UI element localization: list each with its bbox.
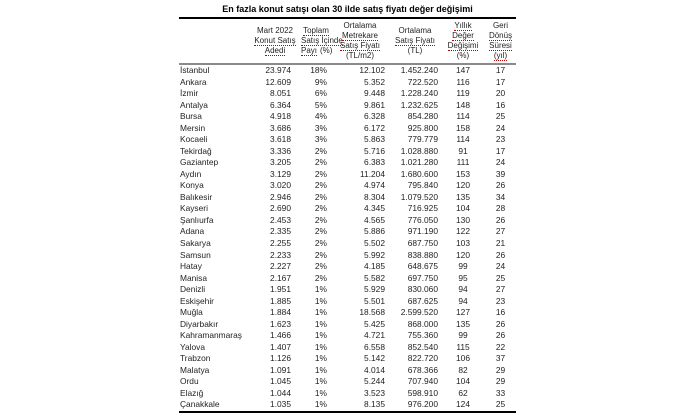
payback-cell: 17 — [495, 145, 506, 156]
table-row — [179, 399, 516, 412]
payback-cell: 26 — [495, 180, 506, 191]
table-row — [179, 215, 516, 227]
table-row — [179, 169, 516, 181]
annual-change-cell: 127 — [456, 307, 470, 318]
header-text: Payı — [301, 46, 318, 55]
sales-count-cell: 1.407 — [270, 341, 291, 352]
price-per-m2-cell: 5.142 — [364, 353, 385, 364]
payback-cell: 34 — [495, 191, 506, 202]
avg-price-cell: 687.625 — [407, 295, 438, 306]
annual-change-cell: 95 — [458, 272, 468, 283]
avg-price-cell: 1.680.600 — [400, 168, 438, 179]
city-cell: Kahramanmaraş — [180, 330, 242, 341]
share-cell: 2% — [314, 226, 327, 237]
header-text: Değer — [452, 31, 474, 40]
sales-count-cell: 6.364 — [270, 99, 291, 110]
price-per-m2-cell: 5.244 — [364, 376, 385, 387]
city-cell: Gaziantep — [180, 157, 219, 168]
share-cell: 2% — [314, 157, 327, 168]
header-text: Satış İçinde — [301, 36, 343, 45]
city-cell: Eskişehir — [180, 295, 214, 306]
table-row — [179, 261, 516, 273]
payback-cell: 17 — [495, 76, 506, 87]
header-text: Geri — [492, 21, 509, 30]
share-cell: 2% — [314, 237, 327, 248]
share-cell: 1% — [314, 295, 327, 306]
price-per-m2-cell: 4.185 — [364, 261, 385, 272]
header-text: Süresi — [489, 41, 512, 50]
table-row — [179, 192, 516, 204]
payback-cell: 25 — [495, 111, 506, 122]
column-header-geri-donus-suresi — [485, 18, 516, 64]
sales-count-cell: 1.044 — [270, 387, 291, 398]
sales-count-cell: 2.946 — [270, 191, 291, 202]
price-per-m2-cell: 5.582 — [364, 272, 385, 283]
payback-cell: 20 — [495, 88, 506, 99]
table-row — [179, 353, 516, 365]
annual-change-cell: 111 — [456, 157, 470, 168]
table-row — [179, 330, 516, 342]
annual-change-cell: 119 — [456, 88, 470, 99]
header-text: (TL) — [407, 46, 423, 55]
header-text: Toplam — [303, 26, 329, 35]
annual-change-cell: 122 — [456, 226, 470, 237]
city-cell: Mersin — [180, 122, 206, 133]
table-body — [179, 64, 516, 412]
avg-price-cell: 1.021.280 — [400, 157, 438, 168]
share-cell: 1% — [314, 353, 327, 364]
header-text: Konut Satış — [254, 36, 296, 45]
payback-cell: 39 — [495, 168, 506, 179]
price-per-m2-cell: 12.102 — [359, 65, 385, 75]
table-row — [179, 111, 516, 123]
annual-change-cell: 91 — [458, 145, 468, 156]
table-row — [179, 77, 516, 89]
annual-change-cell: 94 — [458, 295, 468, 306]
payback-cell: 23 — [495, 134, 506, 145]
city-cell: İstanbul — [180, 65, 210, 75]
header-text: (%) — [320, 46, 333, 55]
price-per-m2-cell: 4.721 — [364, 330, 385, 341]
annual-change-cell: 114 — [456, 111, 470, 122]
column-header-il — [179, 18, 249, 64]
header-row — [179, 18, 516, 64]
annual-change-cell: 124 — [456, 399, 470, 410]
table-row — [179, 88, 516, 100]
annual-change-cell: 115 — [456, 341, 470, 352]
city-cell: Ordu — [180, 376, 199, 387]
share-cell: 2% — [314, 145, 327, 156]
avg-price-cell: 687.750 — [407, 237, 438, 248]
sales-count-cell: 3.686 — [270, 122, 291, 133]
share-cell: 2% — [314, 214, 327, 225]
avg-price-cell: 971.190 — [407, 226, 438, 237]
avg-price-cell: 1.452.240 — [400, 65, 438, 75]
table-row — [179, 250, 516, 262]
city-cell: Muğla — [180, 307, 203, 318]
avg-price-cell: 716.925 — [407, 203, 438, 214]
header-text: Satış Fiyatı — [339, 41, 380, 50]
table-title: En fazla konut satışı olan 30 ilde satış fiyatı değer değişimi — [222, 4, 473, 14]
sales-count-cell: 1.091 — [270, 364, 291, 375]
sales-count-cell: 1.466 — [270, 330, 291, 341]
sales-count-cell: 1.623 — [270, 318, 291, 329]
price-per-m2-cell: 6.383 — [364, 157, 385, 168]
payback-cell: 17 — [495, 65, 506, 75]
avg-price-cell: 776.050 — [407, 214, 438, 225]
price-per-m2-cell: 4.565 — [364, 214, 385, 225]
price-per-m2-cell: 5.992 — [364, 249, 385, 260]
price-per-m2-cell: 5.886 — [364, 226, 385, 237]
share-cell: 2% — [314, 191, 327, 202]
annual-change-cell: 148 — [456, 99, 470, 110]
price-per-m2-cell: 5.716 — [364, 145, 385, 156]
annual-change-cell: 116 — [456, 76, 470, 87]
price-per-m2-cell: 5.863 — [364, 134, 385, 145]
city-cell: Sakarya — [180, 237, 211, 248]
share-cell: 1% — [314, 318, 327, 329]
sales-count-cell: 8.051 — [270, 88, 291, 99]
data-table — [179, 17, 516, 413]
city-cell: Manisa — [180, 272, 207, 283]
sales-count-cell: 1.951 — [270, 284, 291, 295]
sales-count-cell: 4.918 — [270, 111, 291, 122]
sales-count-cell: 1.885 — [270, 295, 291, 306]
payback-cell: 23 — [495, 295, 506, 306]
avg-price-cell: 779.779 — [407, 134, 438, 145]
sales-count-cell: 2.690 — [270, 203, 291, 214]
payback-cell: 28 — [495, 203, 506, 214]
city-cell: Şanlıurfa — [180, 214, 214, 225]
header-text: (TL/m2) — [346, 51, 374, 60]
share-cell: 6% — [314, 88, 327, 99]
sales-count-cell: 1.884 — [270, 307, 291, 318]
table-row — [179, 100, 516, 112]
column-header-ortalama-satis-fiyati — [389, 18, 441, 64]
avg-price-cell: 2.599.520 — [400, 307, 438, 318]
header-text: Satış Fiyatı — [394, 36, 435, 45]
avg-price-cell: 707.940 — [407, 376, 438, 387]
avg-price-cell: 1.028.880 — [400, 145, 438, 156]
avg-price-cell: 1.232.625 — [400, 99, 438, 110]
city-cell: Antalya — [180, 99, 208, 110]
sales-count-cell: 1.035 — [270, 399, 291, 410]
city-cell: Elazığ — [180, 387, 204, 398]
annual-change-cell: 135 — [456, 318, 470, 329]
sales-count-cell: 3.205 — [270, 157, 291, 168]
annual-change-cell: 82 — [458, 364, 468, 375]
payback-cell: 25 — [495, 272, 506, 283]
sales-count-cell: 12.609 — [265, 76, 291, 87]
price-per-m2-cell: 5.502 — [364, 237, 385, 248]
share-cell: 2% — [314, 261, 327, 272]
avg-price-cell: 795.840 — [407, 180, 438, 191]
avg-price-cell: 697.750 — [407, 272, 438, 283]
annual-change-cell: 62 — [458, 387, 468, 398]
table-row — [179, 273, 516, 285]
annual-change-cell: 94 — [458, 284, 468, 295]
sales-count-cell: 3.618 — [270, 134, 291, 145]
sales-count-cell: 2.227 — [270, 261, 291, 272]
share-cell: 1% — [314, 307, 327, 318]
table-row — [179, 180, 516, 192]
share-cell: 2% — [314, 249, 327, 260]
table-row — [179, 376, 516, 388]
price-per-m2-cell: 9.448 — [364, 88, 385, 99]
share-cell: 1% — [314, 341, 327, 352]
price-per-m2-cell: 6.328 — [364, 111, 385, 122]
city-cell: Çanakkale — [180, 399, 220, 410]
annual-change-cell: 103 — [456, 237, 470, 248]
sales-count-cell: 2.167 — [270, 272, 291, 283]
avg-price-cell: 852.540 — [407, 341, 438, 352]
table-row — [179, 307, 516, 319]
table-row — [179, 123, 516, 135]
share-cell: 5% — [314, 99, 327, 110]
payback-cell: 27 — [495, 284, 506, 295]
city-cell: Hatay — [180, 261, 202, 272]
avg-price-cell: 1.228.240 — [400, 88, 438, 99]
housing-sales-table — [179, 3, 516, 413]
avg-price-cell: 925.800 — [407, 122, 438, 133]
sales-count-cell: 2.255 — [270, 237, 291, 248]
avg-price-cell: 854.280 — [407, 111, 438, 122]
avg-price-cell: 678.366 — [407, 364, 438, 375]
payback-cell: 22 — [495, 341, 506, 352]
share-cell: 2% — [314, 168, 327, 179]
city-cell: Samsun — [180, 249, 211, 260]
annual-change-cell: 153 — [456, 168, 470, 179]
city-cell: Diyarbakır — [180, 318, 219, 329]
share-cell: 1% — [314, 330, 327, 341]
price-per-m2-cell: 5.929 — [364, 284, 385, 295]
annual-change-cell: 104 — [456, 203, 470, 214]
annual-change-cell: 120 — [456, 249, 470, 260]
avg-price-cell: 722.520 — [407, 76, 438, 87]
share-cell: 1% — [314, 284, 327, 295]
annual-change-cell: 99 — [458, 261, 468, 272]
header-text: Yıllık — [454, 21, 472, 30]
table-row — [179, 226, 516, 238]
share-cell: 1% — [314, 399, 327, 410]
table-row — [179, 284, 516, 296]
share-cell: 4% — [314, 111, 327, 122]
share-cell: 2% — [314, 203, 327, 214]
table-row — [179, 146, 516, 158]
header-text: Ortalama — [343, 21, 377, 30]
share-cell: 2% — [314, 180, 327, 191]
annual-change-cell: 135 — [456, 191, 470, 202]
annual-change-cell: 99 — [458, 330, 468, 341]
city-cell: Kayseri — [180, 203, 208, 214]
payback-cell: 29 — [495, 364, 506, 375]
city-cell: Aydın — [180, 168, 202, 179]
price-per-m2-cell: 4.974 — [364, 180, 385, 191]
header-text: Ortalama — [398, 26, 432, 35]
city-cell: Yalova — [180, 341, 205, 352]
city-cell: Tekirdağ — [180, 145, 212, 156]
avg-price-cell: 838.880 — [407, 249, 438, 260]
table-row — [179, 64, 516, 77]
payback-cell: 21 — [495, 237, 506, 248]
payback-cell: 33 — [495, 387, 506, 398]
annual-change-cell: 130 — [456, 214, 470, 225]
annual-change-cell: 147 — [456, 65, 470, 75]
sales-count-cell: 2.233 — [270, 249, 291, 260]
city-cell: İzmir — [180, 88, 199, 99]
price-per-m2-cell: 6.558 — [364, 341, 385, 352]
table-row — [179, 388, 516, 400]
column-header-konut-satis-adedi — [249, 18, 301, 64]
share-cell: 18% — [310, 65, 327, 75]
avg-price-cell: 755.360 — [407, 330, 438, 341]
avg-price-cell: 976.200 — [407, 399, 438, 410]
annual-change-cell: 114 — [456, 134, 470, 145]
city-cell: Kocaeli — [180, 134, 208, 145]
share-cell: 3% — [314, 134, 327, 145]
header-text: (%) — [456, 51, 470, 60]
payback-cell: 25 — [495, 399, 506, 410]
payback-cell: 24 — [495, 261, 506, 272]
sales-count-cell: 23.974 — [265, 65, 291, 75]
sales-count-cell: 3.336 — [270, 145, 291, 156]
share-cell: 2% — [314, 272, 327, 283]
city-cell: Konya — [180, 180, 204, 191]
annual-change-cell: 104 — [456, 376, 470, 387]
header-text: Metrekare — [341, 31, 378, 40]
price-per-m2-cell: 11.204 — [360, 168, 385, 179]
sales-count-cell: 1.045 — [270, 376, 291, 387]
city-cell: Trabzon — [180, 353, 211, 364]
share-cell: 1% — [314, 364, 327, 375]
annual-change-cell: 106 — [456, 353, 470, 364]
annual-change-cell: 158 — [456, 122, 470, 133]
payback-cell: 24 — [495, 157, 506, 168]
city-cell: Bursa — [180, 111, 202, 122]
header-text: (yıl) — [493, 51, 508, 60]
city-cell: Balıkesir — [180, 191, 213, 202]
payback-cell: 26 — [495, 249, 506, 260]
avg-price-cell: 1.079.520 — [400, 191, 438, 202]
payback-cell: 26 — [495, 330, 506, 341]
payback-cell: 29 — [495, 376, 506, 387]
table-header — [179, 18, 516, 64]
column-header-yillik-deger-degisimi — [441, 18, 485, 64]
header-text: Mart 2022 — [256, 26, 294, 35]
price-per-m2-cell: 9.861 — [364, 99, 385, 110]
table-row — [179, 157, 516, 169]
table-row — [179, 238, 516, 250]
avg-price-cell: 868.000 — [407, 318, 438, 329]
table-row — [179, 319, 516, 331]
city-cell: Denizli — [180, 284, 206, 295]
table-row — [179, 296, 516, 308]
price-per-m2-cell: 4.345 — [364, 203, 385, 214]
city-cell: Ankara — [180, 76, 207, 87]
avg-price-cell: 830.060 — [407, 284, 438, 295]
sales-count-cell: 2.453 — [270, 214, 291, 225]
share-cell: 3% — [314, 122, 327, 133]
price-per-m2-cell: 3.523 — [364, 387, 385, 398]
sales-count-cell: 2.335 — [270, 226, 291, 237]
avg-price-cell: 648.675 — [407, 261, 438, 272]
header-text: Değişimi — [447, 41, 479, 50]
price-per-m2-cell: 4.014 — [364, 364, 385, 375]
annual-change-cell: 120 — [456, 180, 470, 191]
table-row — [179, 342, 516, 354]
payback-cell: 27 — [495, 226, 506, 237]
price-per-m2-cell: 18.568 — [359, 307, 385, 318]
price-per-m2-cell: 5.501 — [364, 295, 385, 306]
price-per-m2-cell: 5.425 — [364, 318, 385, 329]
header-text: Dönüş — [488, 31, 513, 40]
payback-cell: 16 — [495, 307, 506, 318]
price-per-m2-cell: 5.352 — [364, 76, 385, 87]
city-cell: Adana — [180, 226, 205, 237]
share-cell: 9% — [314, 76, 327, 87]
payback-cell: 37 — [495, 353, 506, 364]
sales-count-cell: 3.129 — [270, 168, 291, 179]
column-header-ortalama-metrekare-satis-fiyati — [331, 18, 389, 64]
header-text: Adedi — [264, 46, 286, 55]
sales-count-cell: 1.126 — [270, 353, 291, 364]
city-cell: Malatya — [180, 364, 210, 375]
avg-price-cell: 598.910 — [407, 387, 438, 398]
table-row — [179, 134, 516, 146]
table-row — [179, 203, 516, 215]
table-row — [179, 365, 516, 377]
payback-cell: 26 — [495, 318, 506, 329]
payback-cell: 24 — [495, 122, 506, 133]
sales-count-cell: 3.020 — [270, 180, 291, 191]
share-cell: 1% — [314, 387, 327, 398]
share-cell: 1% — [314, 376, 327, 387]
column-header-toplam-satis-icinde-payi — [301, 18, 343, 64]
payback-cell: 16 — [495, 99, 506, 110]
price-per-m2-cell: 6.172 — [364, 122, 385, 133]
price-per-m2-cell: 8.135 — [364, 399, 385, 410]
payback-cell: 26 — [495, 214, 506, 225]
avg-price-cell: 822.720 — [407, 353, 438, 364]
price-per-m2-cell: 8.304 — [364, 191, 385, 202]
